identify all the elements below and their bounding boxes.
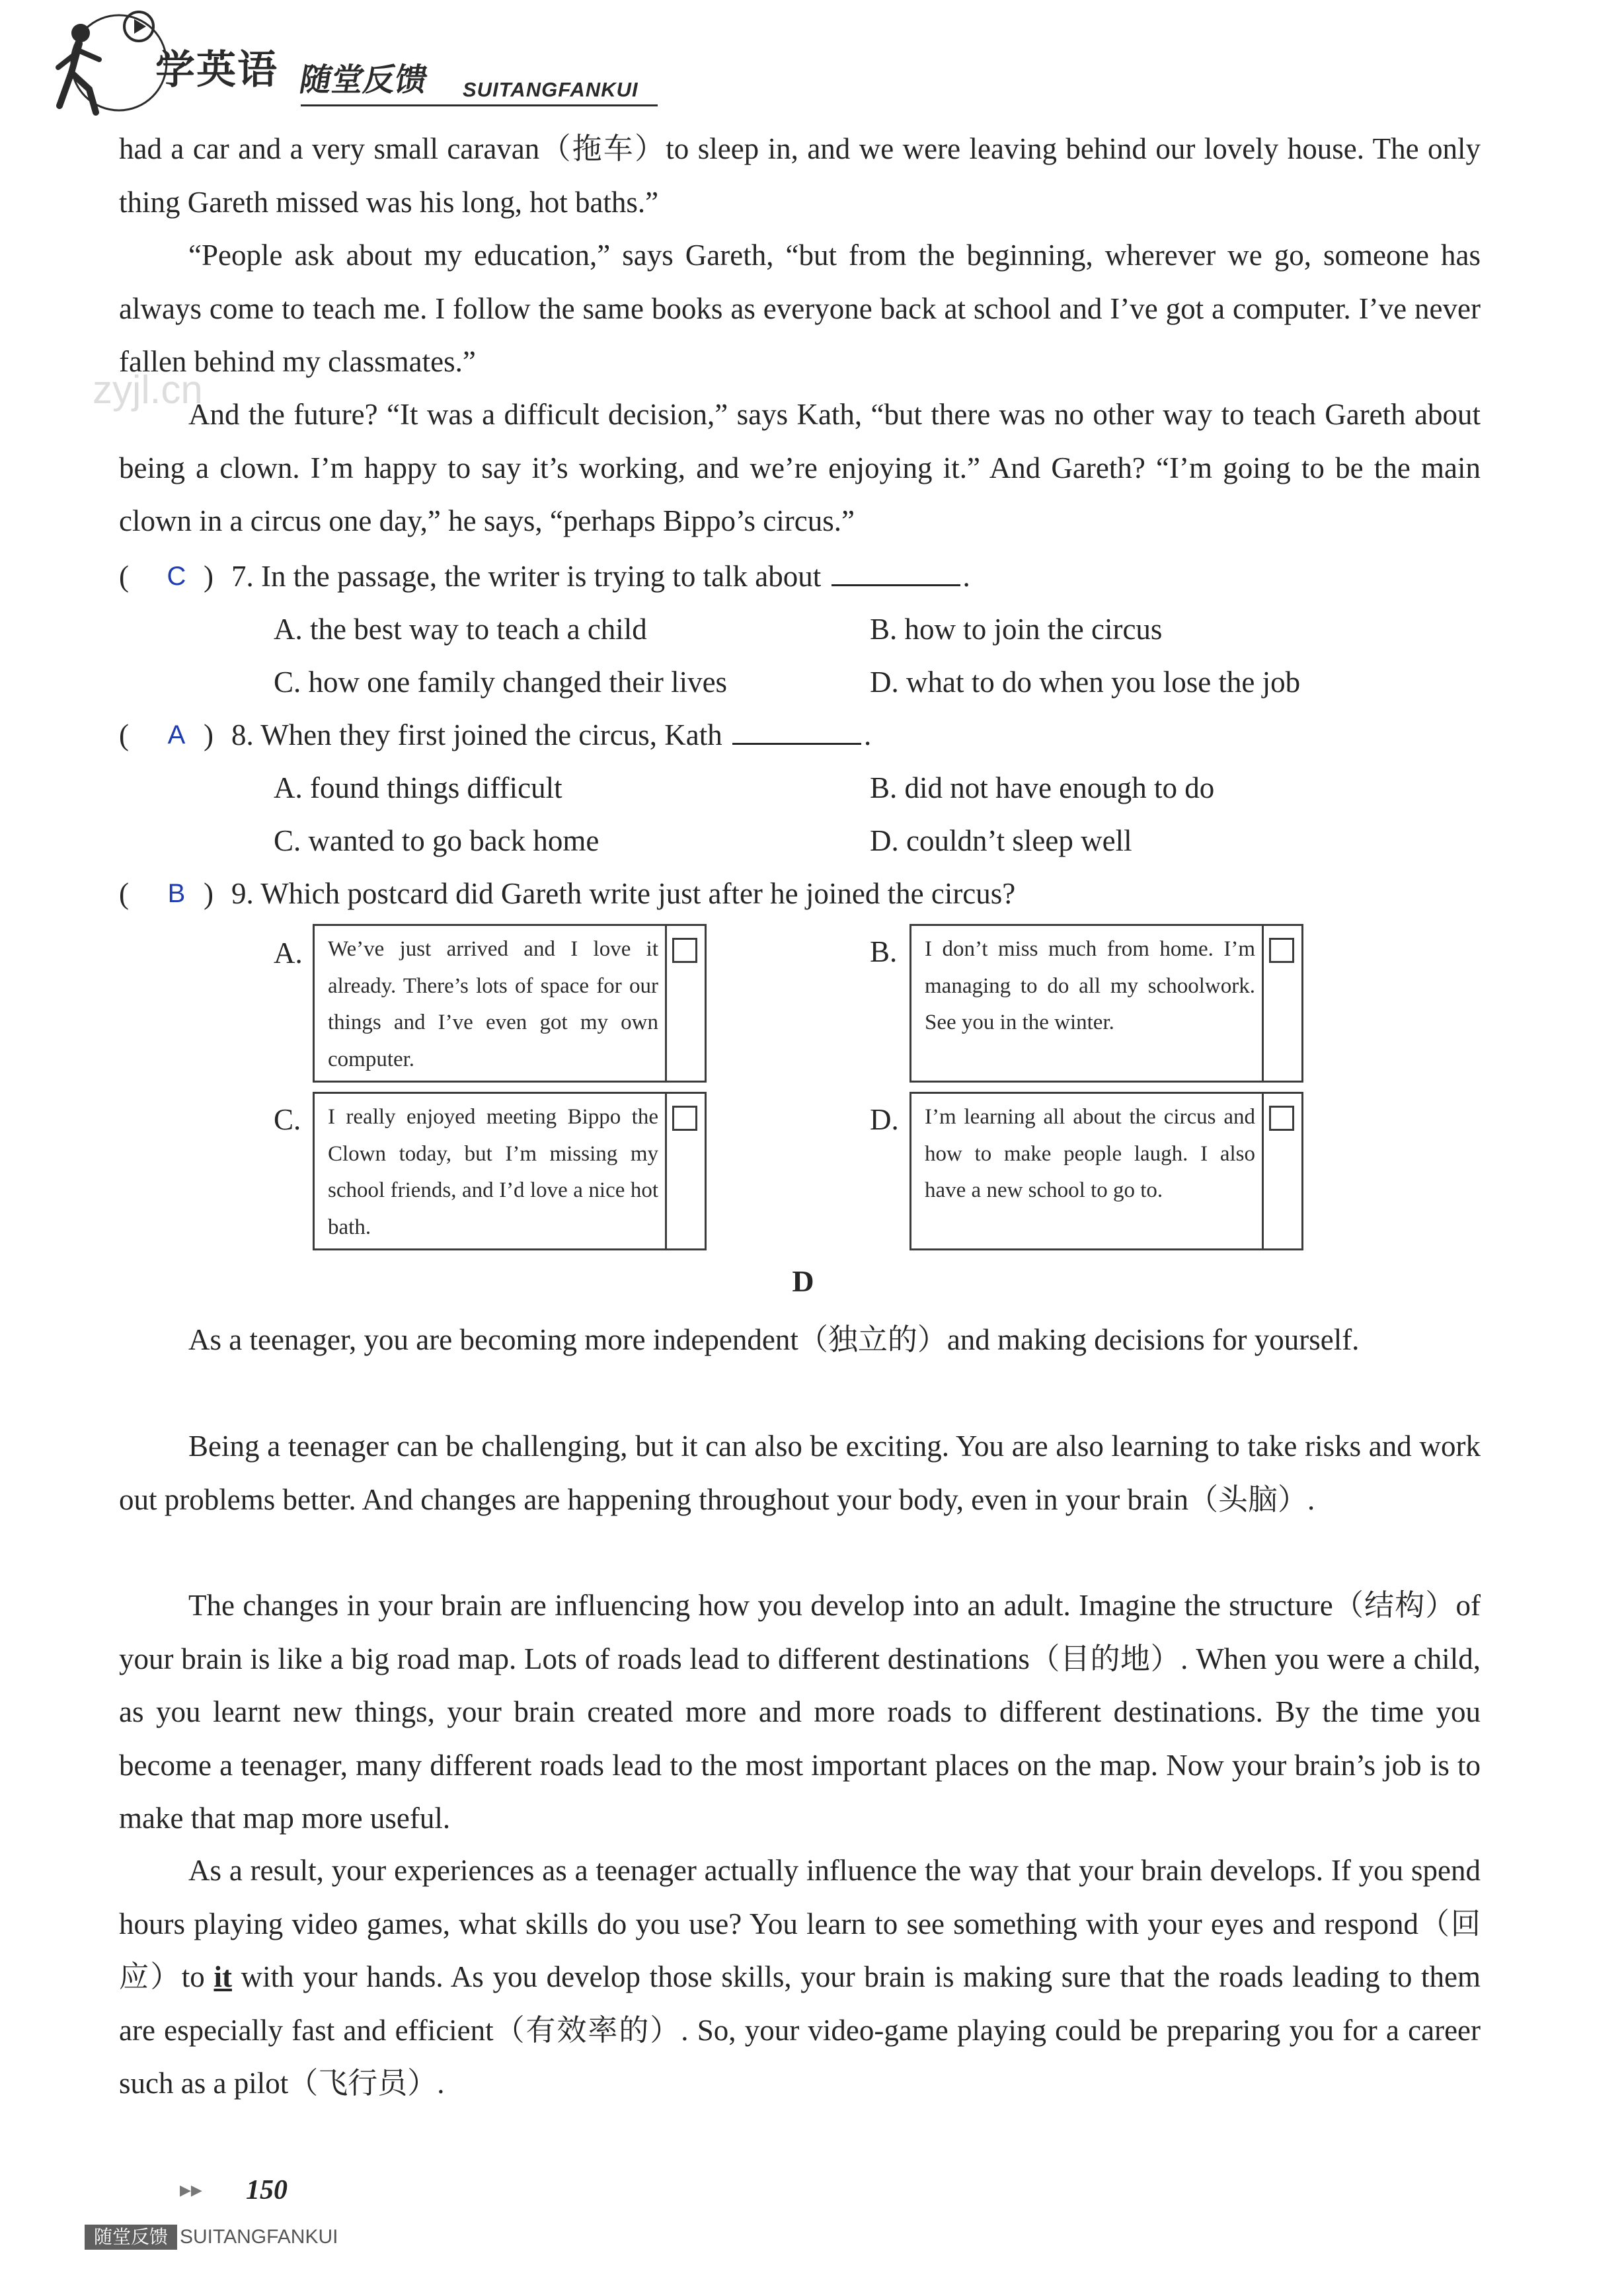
answer-bracket: ( xyxy=(119,877,129,910)
header-pinyin: SUITANGFANKUI xyxy=(463,78,638,101)
stamp-divider xyxy=(1262,1094,1264,1248)
question-stem: Which postcard did Gareth write just after he joined the circus? xyxy=(260,877,1016,910)
postcard-checkbox xyxy=(672,1106,697,1131)
postcard-checkbox xyxy=(1269,938,1294,963)
postcard-text: I don’t miss much from home. I’m managing to do all my schoolwork. See you in the winter. xyxy=(925,937,1255,1034)
answer-blank xyxy=(831,553,960,586)
runner-logo-icon xyxy=(40,7,172,119)
postcard-a-letter: A. xyxy=(274,937,303,970)
answer-bracket-close: ) xyxy=(204,718,213,751)
header-title: 学英语 xyxy=(155,47,278,93)
option-d: D. what to do when you lose the job xyxy=(870,666,1301,699)
question-number: 9. xyxy=(231,877,254,910)
postcard-d-letter: D. xyxy=(870,1103,899,1136)
question-stem: When they first joined the circus, Kath xyxy=(260,718,722,751)
question-stem: In the passage, the writer is trying to talk about xyxy=(261,560,822,593)
page-header xyxy=(40,7,638,119)
answer-bracket-close: ) xyxy=(204,877,213,910)
footer-arrows-icon: ▶▶ xyxy=(180,2182,202,2199)
header-underline xyxy=(301,104,658,106)
passage-paragraph: As a result, your experiences as a teenager actually influence the way that your brain develops. If you spend hours playing video games, what skills do you use? You learn to see something with your eyes and respond（回应）to it with your hands. As you develop those skills, your brain is making sure that the roads leading to them are especially fast and efficient（有效率的）. So, your video-game playing could be preparing you for a career such as a pilot（飞行员）. xyxy=(119,1854,1481,2100)
question-7 xyxy=(119,550,1481,603)
option-a: A. found things difficult xyxy=(274,771,562,804)
postcard-checkbox xyxy=(1269,1106,1294,1131)
passage-paragraph: Being a teenager can be challenging, but it can also be exciting. You are also learning to take risks and work out problems better. And changes are happening throughout your body, even in your brain（头脑）. xyxy=(119,1430,1481,1516)
stamp-divider xyxy=(665,926,667,1081)
option-b: B. how to join the circus xyxy=(870,613,1163,646)
passage-paragraph: And the future? “It was a difficult decision,” says Kath, “but there was no other way to teach Gareth about being a clown. I’m happy to say it’s working, and we’re enjoying it.” And Gareth? “I’m going to be the main clown in a circus one day,” he says, “perhaps Bippo’s circus.” xyxy=(119,398,1481,537)
postcard-c-letter: C. xyxy=(274,1103,301,1136)
option-a: A. the best way to teach a child xyxy=(274,613,647,646)
passage-paragraph: had a car and a very small caravan（拖车）to sleep in, and we were leaving behind our lovely house. The only thing Gareth missed was his long, hot baths.” xyxy=(119,132,1481,219)
page-number: 150 xyxy=(246,2175,288,2205)
option-b: B. did not have enough to do xyxy=(870,771,1215,804)
option-c: C. how one family changed their lives xyxy=(274,666,728,699)
postcard-checkbox xyxy=(672,938,697,963)
question-number: 8. xyxy=(231,718,254,751)
stamp-divider xyxy=(665,1094,667,1248)
stamp-divider xyxy=(1262,926,1264,1081)
answer-bracket: ( xyxy=(119,560,129,593)
footer-pinyin: SUITANGFANKUI xyxy=(180,2226,338,2248)
section-title: D xyxy=(792,1264,814,1298)
question-8 xyxy=(119,708,1481,761)
answer-blank xyxy=(732,711,861,745)
passage-paragraph: As a teenager, you are becoming more independent（独立的）and making decisions for yourself. xyxy=(188,1323,1360,1356)
postcard-b-letter: B. xyxy=(870,935,898,968)
postcard-text: I’m learning all about the circus and how to make people laugh. I also have a new school to go to. xyxy=(925,1105,1255,1202)
postcard-b xyxy=(909,924,1303,1083)
watermark: zyjl.cn xyxy=(93,367,203,412)
postcard-d xyxy=(909,1092,1303,1250)
postcard-a xyxy=(313,924,707,1083)
answer-value: A xyxy=(167,720,186,749)
answer-value: C xyxy=(167,562,186,591)
question-9 xyxy=(119,867,1481,920)
footer-badge: 随堂反馈 xyxy=(85,2225,177,2250)
question-end: . xyxy=(962,560,970,593)
underlined-word: it xyxy=(213,1960,232,1993)
answer-bracket-close: ) xyxy=(204,560,213,593)
postcard-c xyxy=(313,1092,707,1250)
passage-paragraph: “People ask about my education,” says Gareth, “but from the beginning, wherever we go, someone has always come to teach me. I follow the same books as everyone back at school and I’ve got a computer. I’ve never fallen behind my classmates.” xyxy=(119,239,1481,378)
question-end: . xyxy=(863,718,872,751)
passage-paragraph: The changes in your brain are influencing how you develop into an adult. Imagine the structure（结构）of your brain is like a big road map. Lots of roads lead to different destinations（目的地）. When you were a child, as you learnt new things, your brain created more and more roads to different destinations. By the time you become a teenager, many different roads lead to the most important places on the map. Now your brain’s job is to make that map more useful. xyxy=(119,1589,1481,1835)
header-subtitle: 随堂反馈 xyxy=(297,61,431,98)
option-d: D. couldn’t sleep well xyxy=(870,824,1132,857)
question-number: 7. xyxy=(231,560,254,593)
answer-value: B xyxy=(167,879,186,908)
postcard-text: I really enjoyed meeting Bippo the Clown today, but I’m missing my school friends, and I’d love a nice hot bath. xyxy=(328,1105,658,1239)
answer-bracket: ( xyxy=(119,718,129,751)
option-c: C. wanted to go back home xyxy=(274,824,599,857)
postcard-text: We’ve just arrived and I love it already. There’s lots of space for our things and I’ve even got my own computer. xyxy=(328,937,658,1071)
